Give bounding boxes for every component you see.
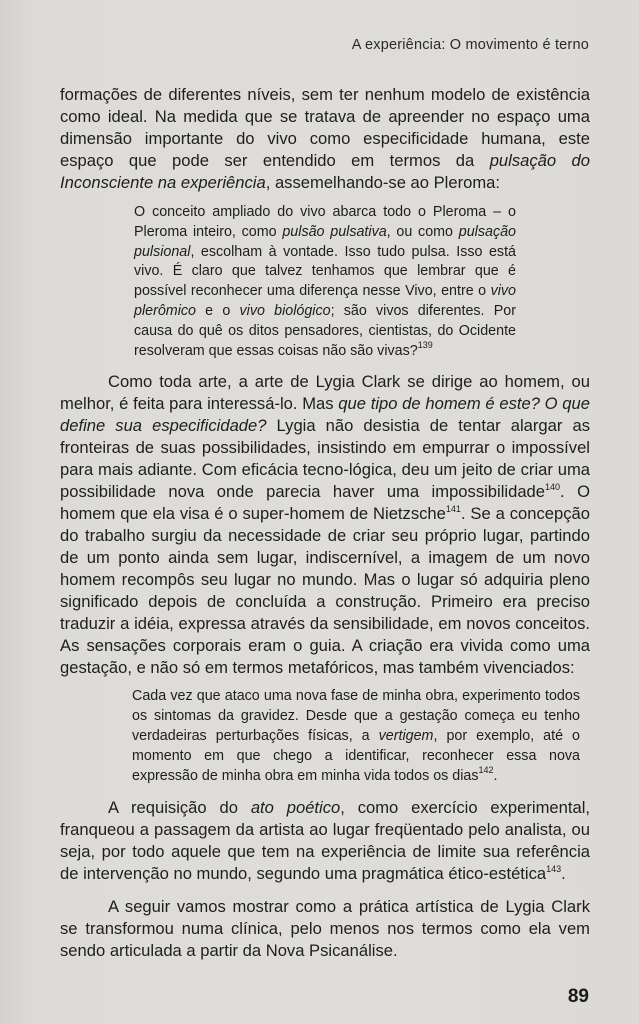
text-run: e o [195,302,240,319]
italic-text: vivo biológico [239,302,331,319]
paragraph-4 [60,896,590,962]
text-run: Como toda arte, a arte de Lygia Clark se dirige ao homem, ou melhor, é feita para interessá-lo. Mas [60,372,590,414]
block-quote-gestation [132,687,580,786]
text-run: O conceito ampliado do vivo abarca todo o Pleroma – o Pleroma inteiro, como [134,204,516,240]
footnote-ref: 143 [546,863,562,874]
text-run: . Se a concepção do trabalho surgiu da necessidade de criar seu próprio lugar, partindo de um ponto ainda sem lugar, indiscernível, a imagem de um novo homem recompôs seu lugar no mundo. Mas o lugar só adquiria pleno significado depois de concluída a construção. Primeiro era preciso traduzir a idéia, expressa através da sensibilidade, em novos conceitos. As sensações corporais eram o guia. A criação era vivida como uma gestação, e não só em termos metafóricos, mas também vivenciados: [60,504,590,678]
italic-text: vivo plerômico [134,283,516,319]
page-number: 89 [567,986,589,1007]
paragraph-1 [60,84,590,194]
italic-text: vertigem [378,727,434,744]
page-content [60,84,590,962]
italic-text: que tipo de homem é este? O que define sua especificidade? [60,394,590,436]
text-run: , escolham à vontade. Isso tudo pulsa. Isso está vivo. É claro que talvez tenhamos que lembrar que é possível reconhecer uma diferença nesse Vivo, entre o [134,243,516,300]
italic-text: ato poético [250,798,341,818]
block-quote-pleroma [134,203,516,361]
text-run: Lygia não desistia de tentar alargar as fronteiras de suas possibilidades, insistindo em empurrar o impossível para mais adiante. Com eficácia tecno-lógica, deu um jeito de criar uma possibilidade nova onde parecia haver uma impossibilidade [60,416,590,502]
text-run: A requisição do [108,798,251,818]
italic-text: pulsação pulsional [134,223,516,260]
text-run: A seguir vamos mostrar como a prática artística de Lygia Clark se transformou numa clínica, pelo menos nos termos como ela vem sendo articulada a partir da Nova Psicanálise. [60,897,590,961]
text-run: , por exemplo, até o momento em que chego a identificar, reconhecer essa nova expressão de minha obra em minha vida todos os dias [132,727,580,784]
paragraph-3 [60,797,590,885]
text-run: . O homem que ela visa é o super-homem de Nietzsche [60,482,590,524]
text-run: ; são vivos diferentes. Por causa do quê os ditos pensadores, cientistas, do Ocidente resolveram que essas coisas não são vivas? [134,302,516,359]
text-run: formações de diferentes níveis, sem ter nenhum modelo de existência como ideal. Na medida que se tratava de apreender no espaço uma dimensão importante do vivo como especificidade humana, este espaço que pode ser entendido em termos da [60,85,590,170]
italic-text: pulsão pulsativa [282,223,387,240]
paragraph-2 [60,371,590,679]
running-head: A experiência: O movimento é terno [351,37,589,53]
footnote-ref: 141 [445,503,461,514]
text-run: , como exercício experimental, franqueou a passagem da artista ao lugar freqüentado pelo analista, ou seja, por todo aquele que tem na experiência de limite sua referência de intervenção no mundo, segundo uma pragmática ético-estética [60,798,591,884]
footnote-ref: 142 [478,764,494,775]
italic-text: pulsação do Inconsciente na experiência [60,151,590,192]
text-run: , ou como [386,223,459,240]
footnote-ref: 139 [417,339,433,350]
text-run: , assemelhando-se ao Pleroma: [265,173,501,192]
footnote-ref: 140 [545,481,561,492]
text-run: Cada vez que ataco uma nova fase de minha obra, experimento todos os sintomas da gravidez. Desde que a gestação começa eu tenho verdadeiras perturbações físicas, a [132,688,580,744]
text-run: . [493,767,498,784]
text-run: . [561,864,566,884]
